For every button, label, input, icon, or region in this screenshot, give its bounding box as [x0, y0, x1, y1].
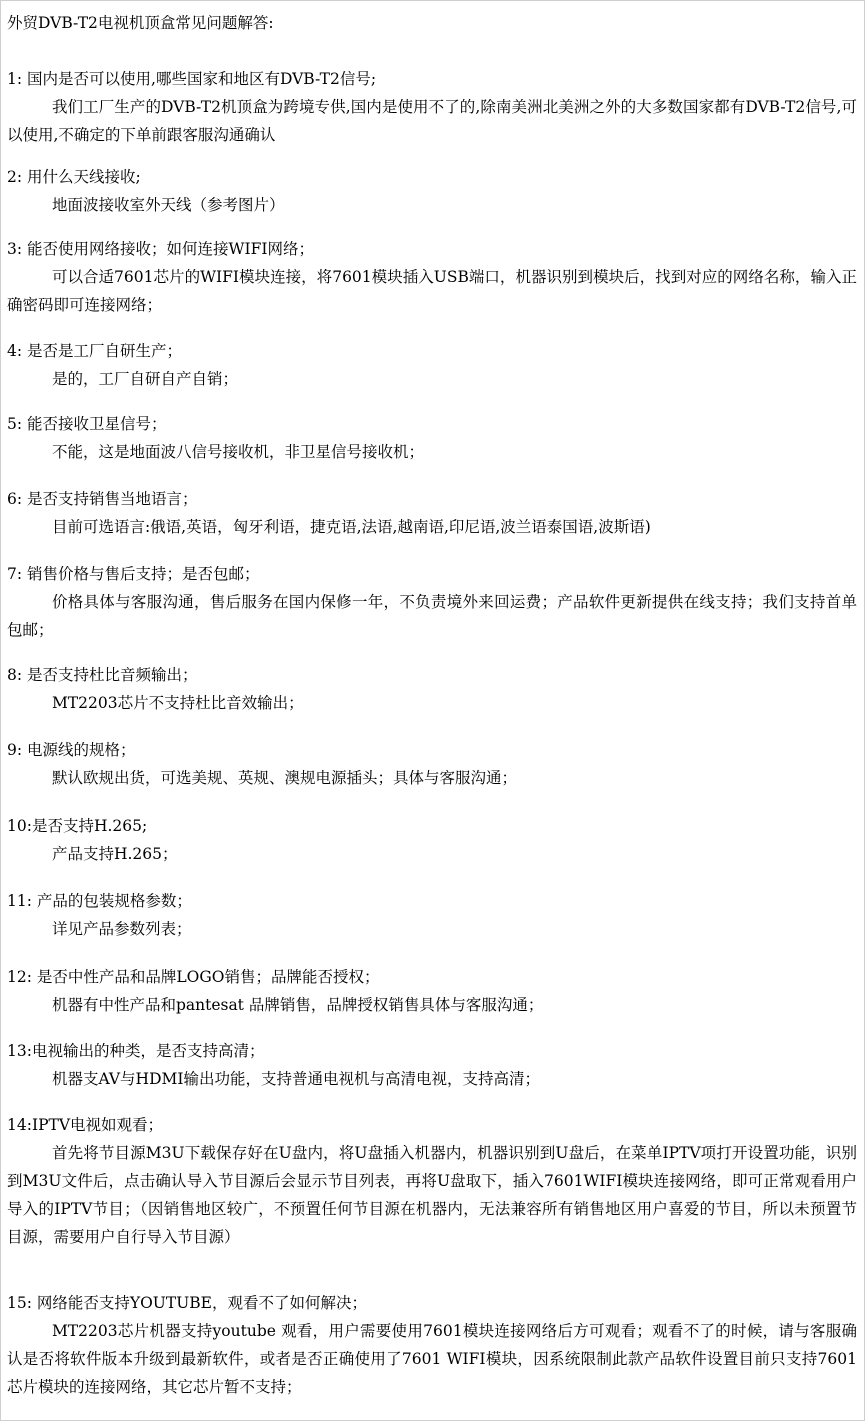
- question: 10:是否支持H.265;: [7, 817, 148, 835]
- question: 3: 能否使用网络接收；如何连接WIFI网络；: [7, 240, 314, 258]
- question: 1: 国内是否可以使用,哪些国家和地区有DVB-T2信号;: [7, 70, 377, 88]
- answer: 首先将节目源M3U下载保存好在U盘内，将U盘插入机器内，机器识别到U盘后，在菜单IPTV项打开设置功能，识别到M3U文件后，点击确认导入节目源后会显示节目列表，再将U盘取下，插入7601WIFI模块连接网络，即可正常观看用户导入的IPTV节目；（因销售地区较广，不预置任何节目源在机器内，无法兼容所有销售地区用户喜爱的节目，所以未预置节目源，需要用户自行导入节目源）: [7, 1144, 857, 1246]
- faq-item-13: [7, 1037, 857, 1093]
- answer: MT2203芯片机器支持youtube 观看，用户需要使用7601模块连接网络后方可观看；观看不了的时候，请与客服确认是否将软件版本升级到最新软件，或者是否正确使用了7601 WIFI模块，因系统限制此款产品软件设置目前只支持7601芯片模块的连接网络，其它芯片暂不支持；: [7, 1322, 857, 1396]
- faq-item-4: [7, 337, 857, 393]
- faq-item-6: [7, 485, 857, 541]
- faq-item-3: [7, 235, 857, 319]
- faq-item-12: [7, 963, 857, 1019]
- question: 13:电视输出的种类，是否支持高清；: [7, 1042, 265, 1060]
- faq-item-11: [7, 887, 857, 943]
- answer: 产品支持H.265；: [51, 845, 178, 863]
- answer: 详见产品参数列表；: [51, 920, 192, 938]
- faq-item-15: [7, 1289, 857, 1401]
- question: 4: 是否是工厂自研生产；: [7, 342, 183, 360]
- answer: MT2203芯片不支持杜比音效输出；: [51, 694, 304, 712]
- faq-item-7: [7, 560, 857, 644]
- faq-item-5: [7, 410, 857, 466]
- faq-item-10: [7, 812, 857, 868]
- question: 11: 产品的包装规格参数；: [7, 892, 192, 910]
- faq-item-14: [7, 1111, 857, 1251]
- question: 12: 是否中性产品和品牌LOGO销售；品牌能否授权；: [7, 968, 380, 986]
- question: 8: 是否支持杜比音频输出；: [7, 666, 198, 684]
- answer: 目前可选语言:俄语,英语，匈牙利语，捷克语,法语,越南语,印尼语,波兰语泰国语,波斯语): [51, 518, 651, 536]
- answer: 机器支AV与HDMI输出功能，支持普通电视机与高清电视，支持高清；: [51, 1070, 540, 1088]
- document-title: 外贸DVB-T2电视机顶盒常见问题解答:: [7, 14, 274, 32]
- answer: 地面波接收室外天线（参考图片）: [51, 196, 285, 214]
- answer: 是的，工厂自研自产自销；: [51, 370, 238, 388]
- faq-item-8: [7, 661, 857, 717]
- faq-item-2: [7, 163, 857, 219]
- question: 2: 用什么天线接收;: [7, 168, 141, 186]
- question: 15: 网络能否支持YOUTUBE，观看不了如何解决；: [7, 1294, 367, 1312]
- answer: 机器有中性产品和pantesat 品牌销售，品牌授权销售具体与客服沟通；: [51, 996, 544, 1014]
- question: 9: 电源线的规格；: [7, 741, 136, 759]
- answer: 价格具体与客服沟通，售后服务在国内保修一年，不负责境外来回运费；产品软件更新提供在线支持；我们支持首单包邮；: [7, 593, 857, 639]
- answer: 可以合适7601芯片的WIFI模块连接，将7601模块插入USB端口，机器识别到模块后，找到对应的网络名称，输入正确密码即可连接网络；: [7, 268, 857, 314]
- answer: 默认欧规出货，可选美规、英规、澳规电源插头；具体与客服沟通；: [51, 769, 517, 787]
- answer: 我们工厂生产的DVB-T2机顶盒为跨境专供,国内是使用不了的,除南美洲北美洲之外的大多数国家都有DVB-T2信号,可以使用,不确定的下单前跟客服沟通确认: [7, 98, 857, 144]
- question: 14:IPTV电视如观看；: [7, 1116, 164, 1134]
- faq-item-1: [7, 65, 857, 149]
- question: 6: 是否支持销售当地语言；: [7, 490, 198, 508]
- question: 5: 能否接收卫星信号；: [7, 415, 167, 433]
- faq-item-9: [7, 736, 857, 792]
- question: 7: 销售价格与售后支持；是否包邮；: [7, 565, 260, 583]
- answer: 不能，这是地面波八信号接收机，非卫星信号接收机；: [51, 443, 424, 461]
